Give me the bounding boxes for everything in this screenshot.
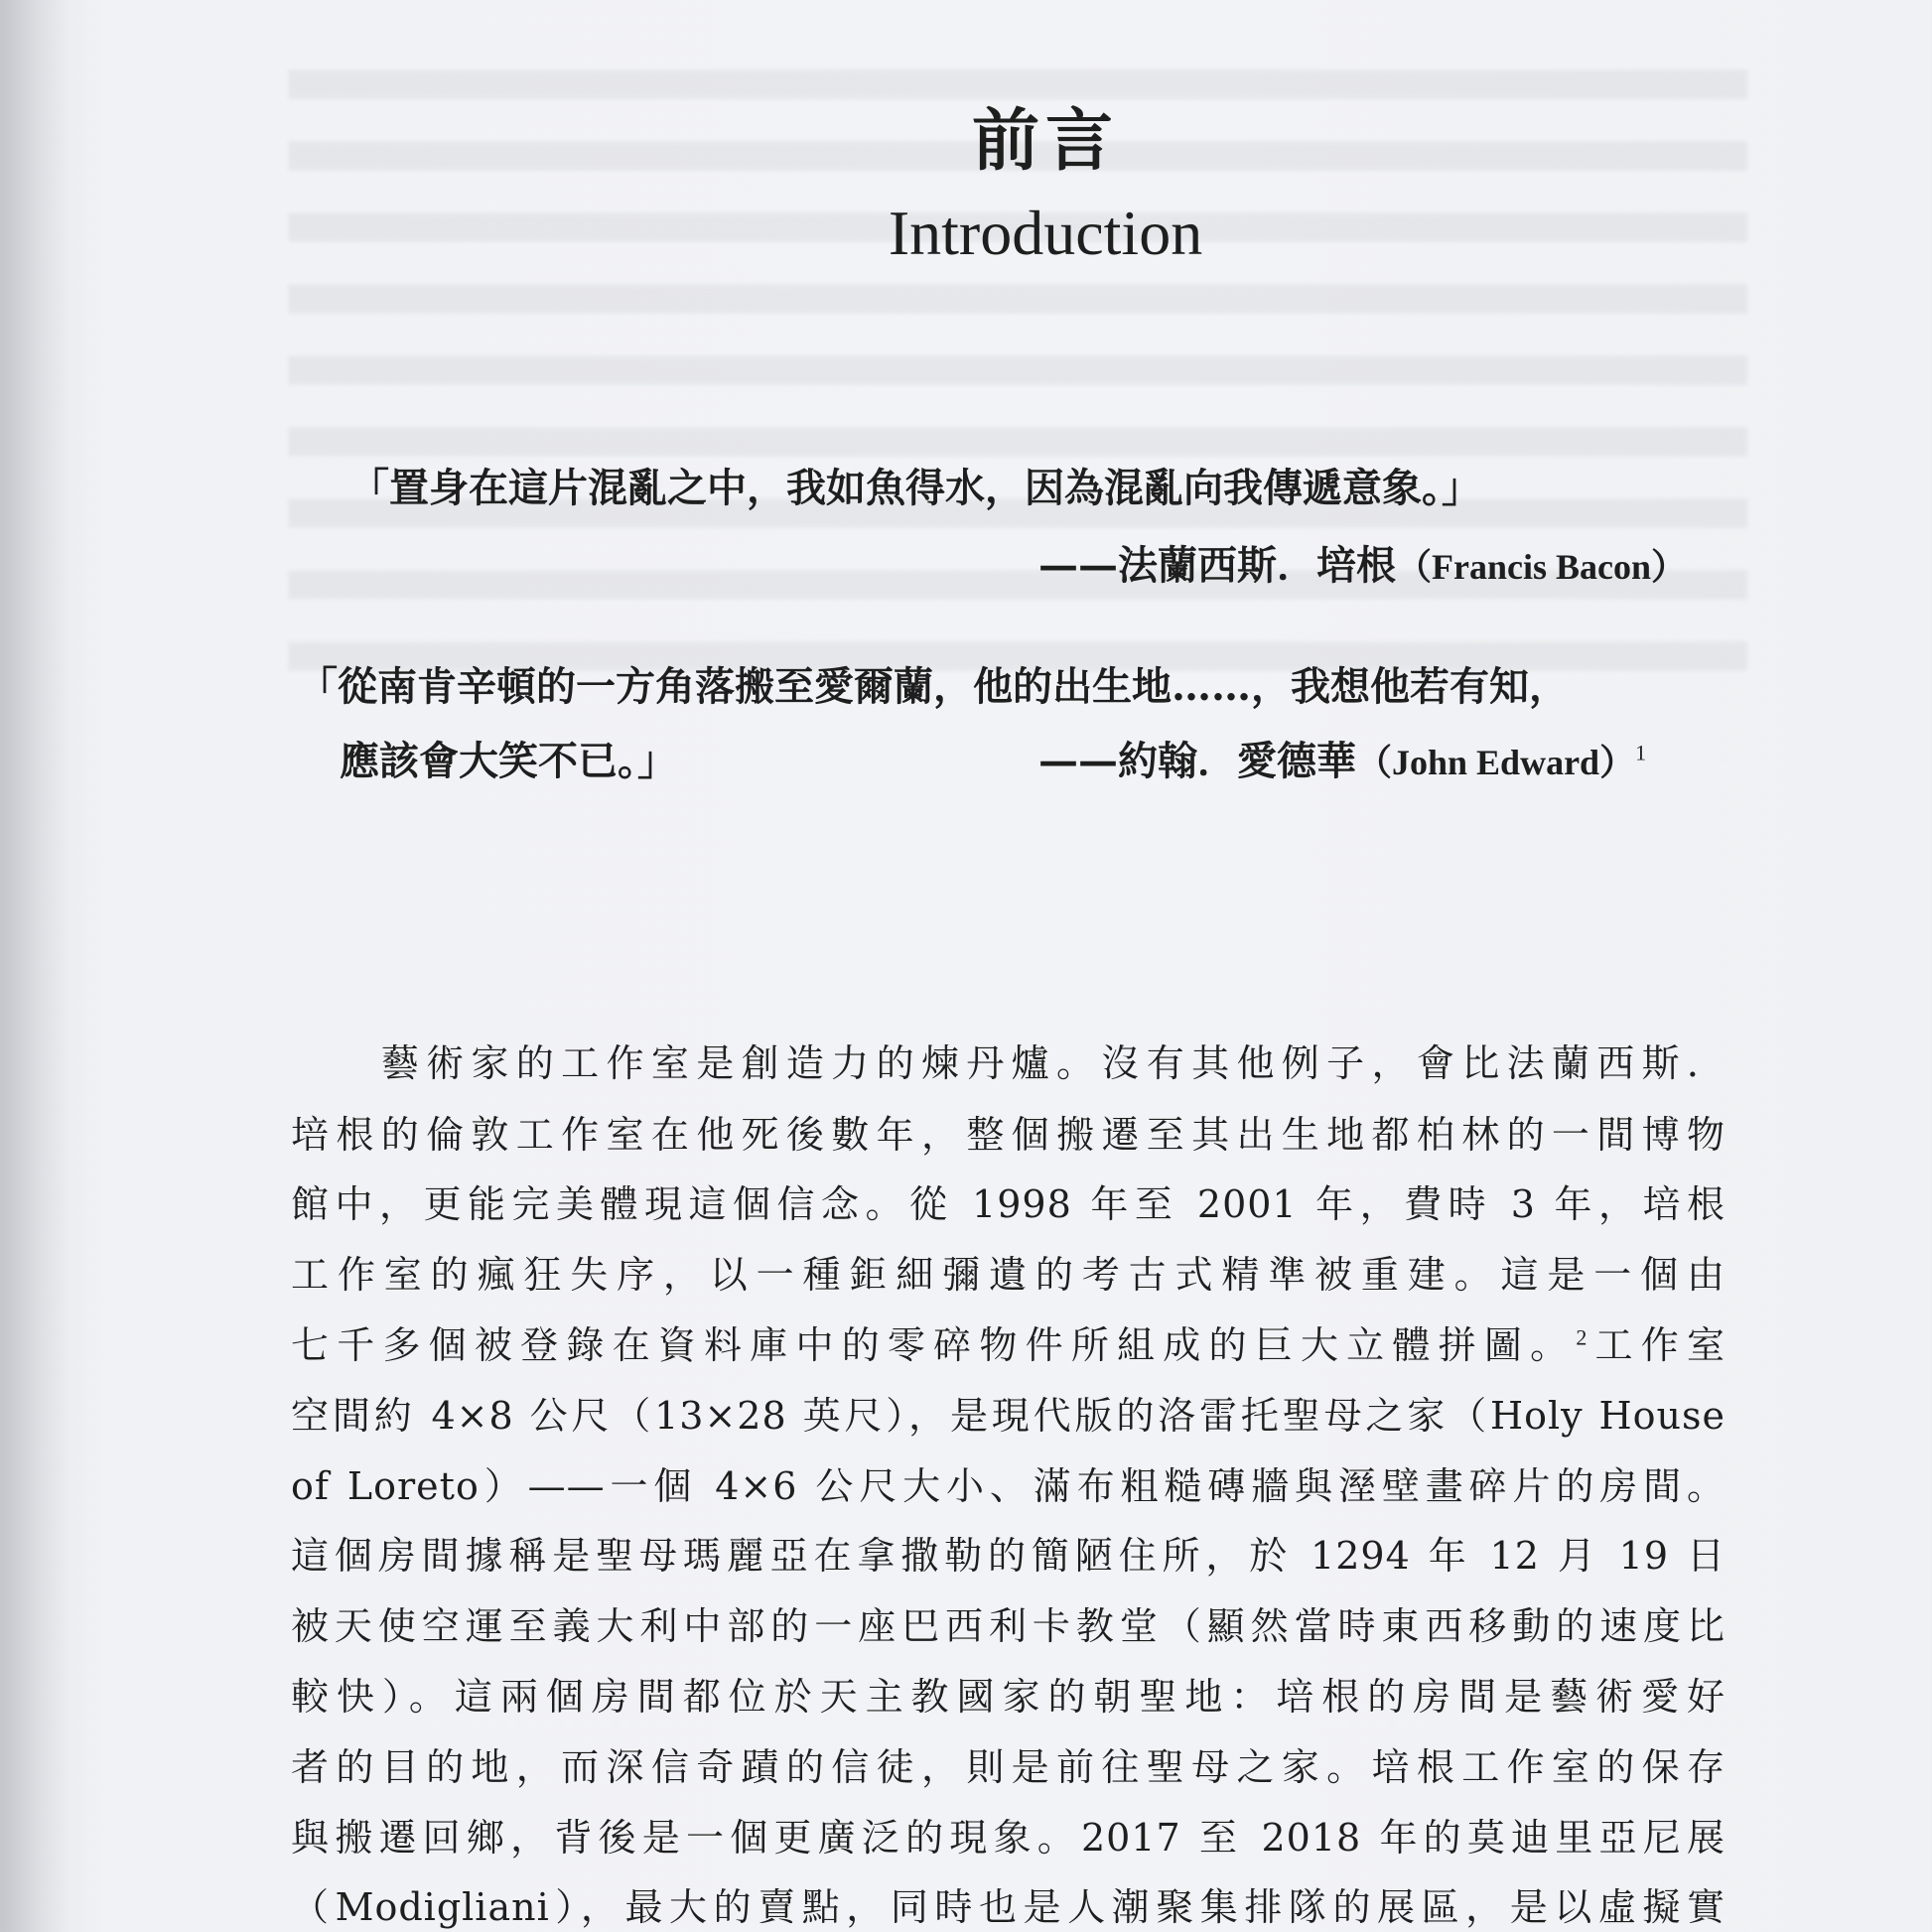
footnote-marker-2: 2 [1576, 1324, 1588, 1350]
footnote-marker-1: 1 [1635, 740, 1647, 765]
epigraph-2-quote-line-2: 應該會大笑不已。」 [340, 738, 677, 784]
body-line-10: 較快）。這兩個房間都位於天主教國家的朝聖地：培根的房間是藝術愛好 [291, 1675, 1725, 1719]
body-line-8: 這個房間據稱是聖母瑪麗亞在拿撒勒的簡陋住所，於 1294 年 12 月 19 日 [291, 1534, 1725, 1578]
epigraph-1-attribution [1038, 534, 1687, 591]
body-line-12: 與搬遷回鄉，背後是一個更廣泛的現象。2017 至 2018 年的莫迪里亞尼展 [291, 1816, 1725, 1860]
body-line-11: 者的目的地，而深信奇蹟的信徒，則是前往聖母之家。培根工作室的保存 [291, 1745, 1725, 1789]
epigraph-2-quote-line-1: 「從南肯辛頓的一方角落搬至愛爾蘭，他的出生地……，我想他若有知， [298, 663, 1569, 710]
page-gutter-shadow [0, 0, 69, 1932]
body-line-5-text: 七千多個被登錄在資料庫中的零碎物件所組成的巨大立體拼圖。 [291, 1323, 1577, 1367]
epigraph-2-author: ——約翰．愛德華 [1038, 738, 1356, 784]
chapter-title-chinese: 前言 [971, 101, 1119, 181]
chapter-title-english: Introduction [888, 198, 1203, 268]
body-line-4: 工作室的瘋狂失序，以一種鉅細彌遺的考古式精準被重建。這是一個由 [291, 1253, 1725, 1297]
body-line-5-tail: 工作室 [1587, 1323, 1725, 1367]
body-line-6: 空間約 4×8 公尺（13×28 英尺），是現代版的洛雷托聖母之家（Holy House [291, 1394, 1725, 1438]
epigraph-1-author-latin: （Francis Bacon） [1396, 547, 1687, 587]
body-line-13: （Modigliani），最大的賣點，同時也是人潮聚集排隊的展區，是以虛擬實 [291, 1885, 1725, 1929]
body-line-7: of Loreto）——一個 4×6 公尺大小、滿布粗糙磚牆與溼壁畫碎片的房間。 [291, 1464, 1725, 1508]
epigraph-2-attribution [1038, 730, 1646, 786]
epigraph-2-author-latin: （John Edward） [1356, 743, 1636, 782]
epigraph-1-quote: 「置身在這片混亂之中，我如魚得水，因為混亂向我傳遞意象。」 [349, 465, 1481, 511]
body-line-3: 館中，更能完美體現這個信念。從 1998 年至 2001 年，費時 3 年，培根 [291, 1182, 1725, 1226]
epigraph-1-author: ——法蘭西斯．培根 [1038, 542, 1396, 589]
body-line-5 [291, 1323, 1725, 1367]
body-line-2: 培根的倫敦工作室在他死後數年，整個搬遷至其出生地都柏林的一間博物 [291, 1113, 1725, 1157]
body-line-1: 藝術家的工作室是創造力的煉丹爐。沒有其他例子，會比法蘭西斯． [291, 1041, 1725, 1085]
body-line-9: 被天使空運至義大利中部的一座巴西利卡教堂（顯然當時東西移動的速度比 [291, 1604, 1725, 1648]
